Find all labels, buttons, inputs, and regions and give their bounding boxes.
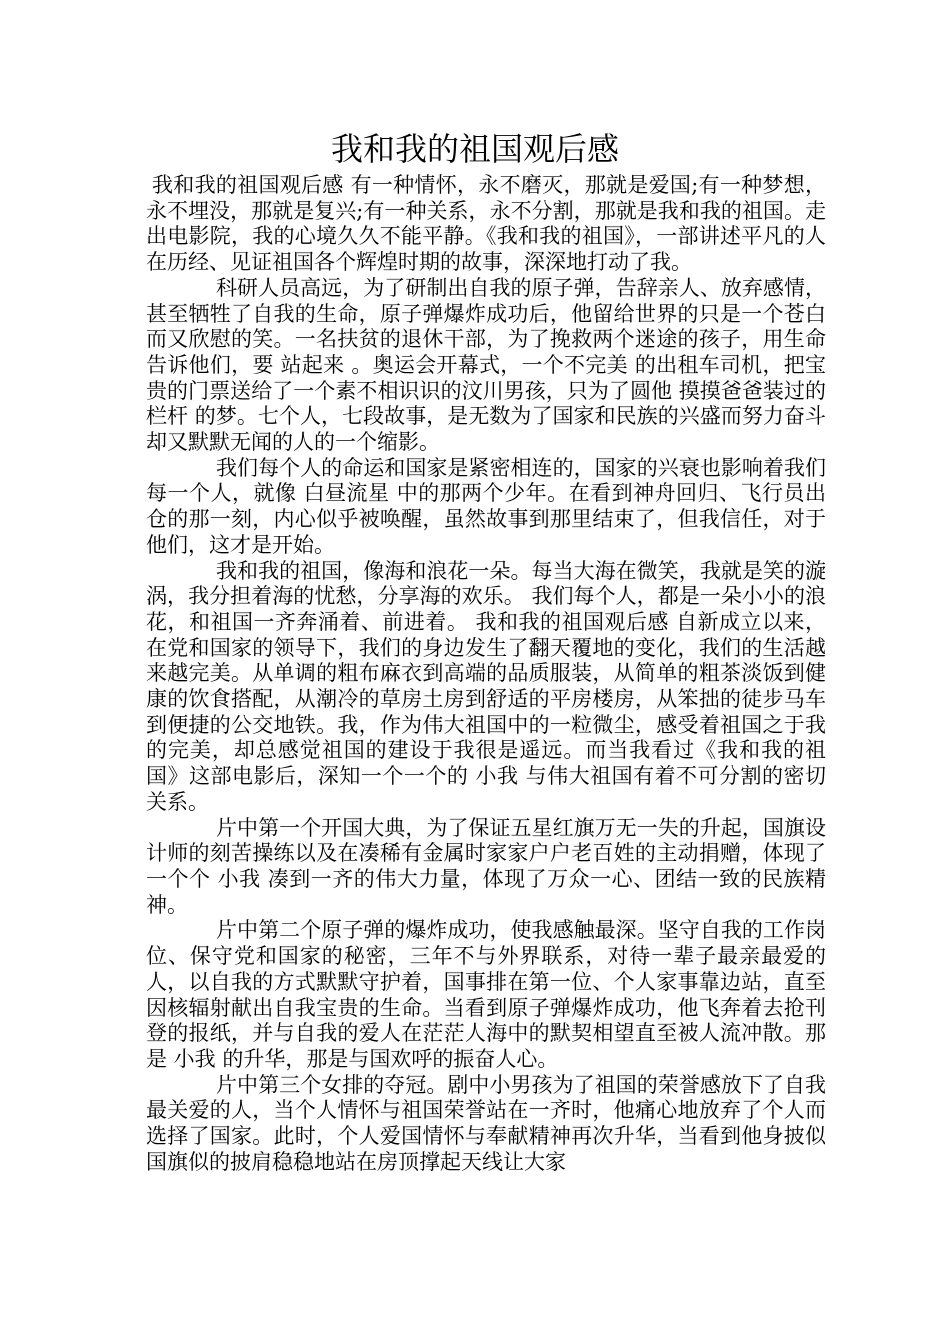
paragraph-2: 科研人员高远，为了研制出自我的原子弹，告辞亲人、放弃感情，甚至牺牲了自我的生命，原子弹爆炸成功后，他留给世界的只是一个苍白而又欣慰的笑。一名扶贫的退休干部，为了挽救两个迷途的孩子，用生命告诉他们，要 站起来 。奥运会开幕式，一个不完美 的出租车司机，把宝贵的门票送给了一个素不相识识的汶川男孩，只为了圆他 摸摸爸爸装过的栏杆 的梦。七个人，七段故事，是无数为了国家和民族的兴盛而努力奋斗却又默默无闻的人的一个缩影。 — [146, 275, 826, 455]
document-body — [146, 173, 826, 1175]
paragraph-7: 片中第三个女排的夺冠。剧中小男孩为了祖国的荣誉感放下了自我最关爱的人，当个人情怀与祖国荣誉站在一齐时，他痛心地放弃了个人而选择了国家。此时，个人爱国情怀与奉献精神再次升华，当看到他身披似国旗似的披肩稳稳地站在房顶撑起天线让大家 — [146, 1072, 826, 1174]
paragraph-1: 我和我的祖国观后感 有一种情怀，永不磨灭，那就是爱国;有一种梦想，永不埋没，那就是复兴;有一种关系，永不分割，那就是我和我的祖国。走出电影院，我的心境久久不能平静。《我和我的祖国》，一部讲述平凡的人在历经、见证祖国各个辉煌时期的故事，深深地打动了我。 — [146, 173, 826, 275]
document-title: 我和我的祖国观后感 — [330, 130, 619, 168]
paragraph-3: 我们每个人的命运和国家是紧密相连的，国家的兴衰也影响着我们每一个人，就像 白昼流星 中的那两个少年。在看到神舟回归、飞行员出仓的那一刻，内心似乎被唤醒，虽然故事到那里结束了，但我信任，对于他们，这才是开始。 — [146, 455, 826, 557]
paragraph-5: 片中第一个开国大典，为了保证五星红旗万无一失的升起，国旗设计师的刻苦操练以及在凑稀有金属时家家户户老百姓的主动捐赠，体现了一个个 小我 凑到一齐的伟大力量，体现了万众一心、团结一致的民族精神。 — [146, 815, 826, 917]
paragraph-4: 我和我的祖国，像海和浪花一朵。每当大海在微笑，我就是笑的漩涡，我分担着海的忧愁，分享海的欢乐。 我们每个人，都是一朵小小的浪花，和祖国一齐奔涌着、前进着。 我和我的祖国观后感 自新成立以来，在党和国家的领导下，我们的身边发生了翻天覆地的变化，我们的生活越来越完美。从单调的粗布麻衣到高端的品质服装，从简单的粗茶淡饭到健康的饮食搭配，从潮冷的草房土房到舒适的平房楼房，从笨拙的徒步马车到便捷的公交地铁。我，作为伟大祖国中的一粒微尘，感受着祖国之于我的完美，却总感觉祖国的建设于我很是遥远。而当我看过《我和我的祖国》这部电影后，深知一个一个的 小我 与伟大祖国有着不可分割的密切关系。 — [146, 558, 826, 814]
paragraph-6: 片中第二个原子弹的爆炸成功，使我感触最深。坚守自我的工作岗位、保守党和国家的秘密，三年不与外界联系，对待一辈子最亲最爱的人，以自我的方式默默守护着，国事排在第一位、个人家事靠边站，直至因核辐射献出自我宝贵的生命。当看到原子弹爆炸成功，他飞奔着去抢刊登的报纸，并与自我的爱人在茫茫人海中的默契相望直至被人流冲散。那是 小我 的升华，那是与国欢呼的振奋人心。 — [146, 918, 826, 1071]
